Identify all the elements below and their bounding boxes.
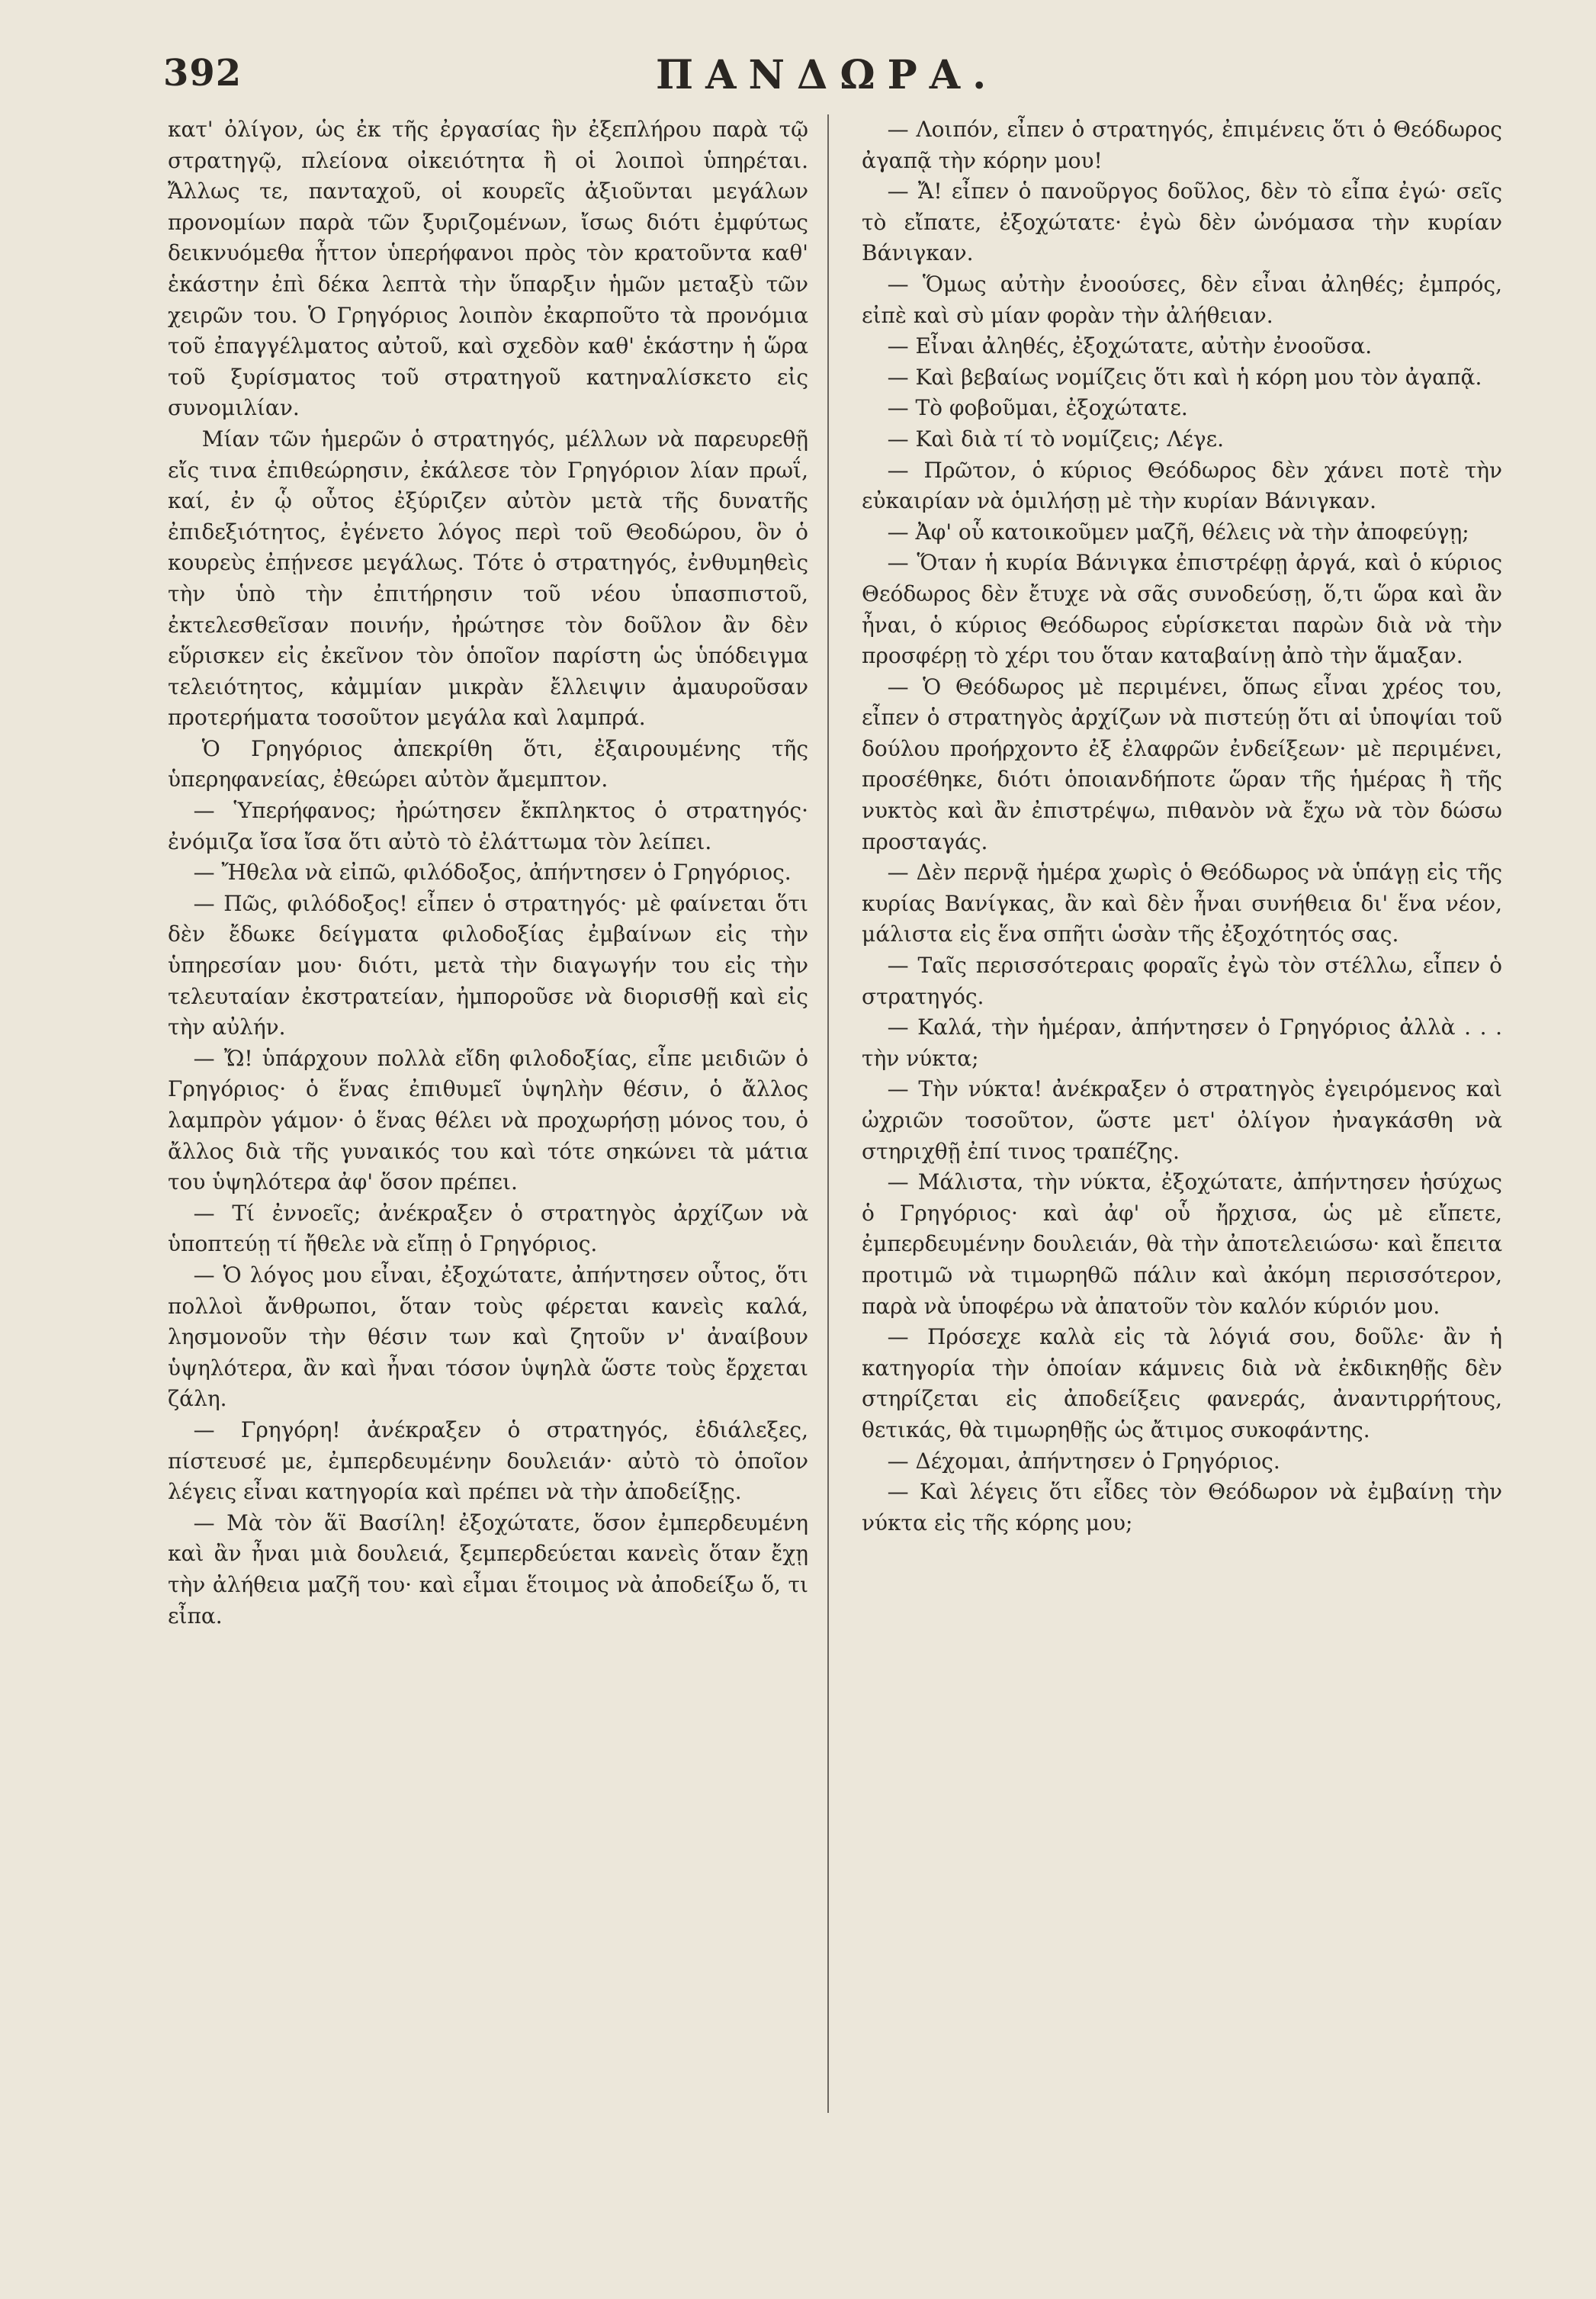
paragraph: — Πρῶτον, ὁ κύριος Θεόδωρος δὲν χάνει ποτὲ τὴν εὐκαιρίαν νὰ ὁμιλήσῃ μὲ τὴν κυρίαν Βάνιγκαν. [862,457,1502,514]
left-column [168,114,808,1632]
paragraph: — Ἄ! εἶπεν ὁ πανοῦργος δοῦλος, δὲν τὸ εἶπα ἐγώ· σεῖς τὸ εἴπατε, ἐξοχώτατε· ἐγὼ δὲν ὠνόμασα τὴν κυρίαν Βάνιγκαν. [862,178,1502,266]
paragraph: — Ἀφ' οὗ κατοικοῦμεν μαζῆ, θέλεις νὰ τὴν ἀποφεύγῃ; [887,519,1469,545]
paragraph: — Ὤ! ὑπάρχουν πολλὰ εἴδη φιλοδοξίας, εἶπε μειδιῶν ὁ Γρηγόριος· ὁ ἕνας ἐπιθυμεῖ ὑψηλὴν θέσιν, ὁ ἄλλος λαμπρὸν γάμον· ὁ ἕνας θέλει νὰ προχωρήσῃ μόνος του, ὁ ἄλλος διὰ τῆς γυναικός του καὶ τότε σηκώνει τὰ μάτια του ὑψηλότερα ἀφ' ὅσον πρέπει. [168,1045,808,1195]
paragraph: — Ὁ Θεόδωρος μὲ περιμένει, ὅπως εἶναι χρέος του, εἶπεν ὁ στρατηγὸς ἀρχίζων νὰ πιστεύῃ ὅτι αἱ ὑποψίαι τοῦ δούλου προήρχοντο ἐξ ἐλαφρῶν ἐνδείξεων· μὲ περιμένει, προσέθηκε, διότι ὁποιανδήποτε ὥραν τῆς ἡμέρας ἢ τῆς νυκτὸς καὶ ἂν ἐπιστρέψω, πιθανὸν νὰ ἔχω νὰ τὸν δώσω προσταγάς. [862,674,1502,854]
paragraph: — Γρηγόρη! ἀνέκραξεν ὁ στρατηγός, ἐδιάλεξες, πίστευσέ με, ἐμπερδευμένην δουλειάν· αὐτὸ τὸ ὁποῖον λέγεις εἶναι κατηγορία καὶ πρέπει νὰ τὴν ἀποδείξῃς. [168,1416,808,1505]
paragraph: — Ὅμως αὐτὴν ἐνοούσες, δὲν εἶναι ἀληθές; ἐμπρός, εἰπὲ καὶ σὺ μίαν φορὰν τὴν ἀλήθειαν. [862,271,1502,328]
paragraph: — Εἶναι ἀληθές, ἐξοχώτατε, αὐτὴν ἐνοοῦσα. [887,333,1373,359]
paragraph: — Πρόσεχε καλὰ εἰς τὰ λόγιά σου, δοῦλε· ἂν ἡ κατηγορία τὴν ὁποίαν κάμνεις διὰ νὰ ἐκδικηθῇς δὲν στηρίζεται εἰς ἀποδείξεις φανεράς, ἀναντιρρήτους, θετικάς, θὰ τιμωρηθῇς ὡς ἄτιμος συκοφάντης. [862,1324,1502,1442]
paragraph: — Ὁ λόγος μου εἶναι, ἐξοχώτατε, ἀπήντησεν οὗτος, ὅτι πολλοὶ ἄνθρωποι, ὅταν τοὺς φέρεται κανεὶς καλά, λησμονοῦν τὴν θέσιν των καὶ ζητοῦν ν' ἀναίβουν ὑψηλότερα, ἂν καὶ ἦναι τόσον ὑψηλὰ ὥστε τοὺς ἔρχεται ζάλη. [168,1262,808,1412]
paragraph: — Ὑπερήφανος; ἠρώτησεν ἔκπληκτος ὁ στρατηγός· ἐνόμιζα ἴσα ἴσα ὅτι αὐτὸ τὸ ἐλάττωμα τὸν λείπει. [168,798,808,854]
paragraph: — Ἤθελα νὰ εἰπῶ, φιλόδοξος, ἀπήντησεν ὁ Γρηγόριος. [193,860,792,886]
paragraph: — Καλά, τὴν ἡμέραν, ἀπήντησεν ὁ Γρηγόριος ἀλλὰ . . . τὴν νύκτα; [862,1014,1502,1071]
column-rule [827,114,829,2113]
paragraph: Μίαν τῶν ἡμερῶν ὁ στρατηγός, μέλλων νὰ παρευρεθῇ εἴς τινα ἐπιθεώρησιν, ἐκάλεσε τὸν Γρηγόριον λίαν πρωΐ, καί, ἐν ᾧ οὗτος ἐξύριζεν αὐτὸν μετὰ τῆς δυνατῆς ἐπιδεξιότητος, ἐγένετο λόγος περὶ τοῦ Θεοδώρου, ὃν ὁ κουρεὺς ἐπῄνεσε μεγάλως. Τότε ὁ στρατηγός, ἐνθυμηθεὶς τὴν ὑπὸ τὴν ἐπιτήρησιν τοῦ νέου ὑπασπιστοῦ, ἐκτελεσθεῖσαν ποινήν, ἠρώτησε τὸν δοῦλον ἂν δὲν εὕρισκεν εἰς ἐκεῖνον τὸν ὁποῖον παρίστη ὡς ὑπόδειγμα τελειότητος, κἀμμίαν μικρὰν ἔλλειψιν ἀμαυροῦσαν προτερήματα τοσοῦτον μεγάλα καὶ λαμπρά. [168,426,808,731]
paragraph: Ὁ Γρηγόριος ἀπεκρίθη ὅτι, ἐξαιρουμένης τῆς ὑπερηφανείας, ἐθεώρει αὐτὸν ἄμεμπτον. [168,735,808,793]
paragraph: — Δέχομαι, ἀπήντησεν ὁ Γρηγόριος. [887,1448,1280,1474]
paragraph: κατ' ὀλίγον, ὡς ἐκ τῆς ἐργασίας ἣν ἐξεπλήρου παρὰ τῷ στρατηγῷ, πλείονα οἰκειότητα ἢ οἱ λοιποὶ ὑπηρέται. Ἄλλως τε, πανταχοῦ, οἱ κουρεῖς ἀξιοῦνται μεγάλων προνομίων παρὰ τῶν ξυριζομένων, ἴσως διότι ἐμφύτως δεικνυόμεθα ἧττον ὑπερήφανοι πρὸς τὸν κρατοῦντα καθ' ἑκάστην ἐπὶ δέκα λεπτὰ τὴν ὕπαρξιν ἡμῶν μεταξὺ τῶν χειρῶν του. Ὁ Γρηγόριος λοιπὸν ἐκαρποῦτο τὰ προνόμια τοῦ ἐπαγγέλματος αὐτοῦ, καὶ σχεδὸν καθ' ἑκάστην ἡ ὥρα τοῦ ξυρίσματος τοῦ στρατηγοῦ κατηναλίσκετο εἰς συνομιλίαν. [168,117,808,421]
paragraph: — Λοιπόν, εἶπεν ὁ στρατηγός, ἐπιμένεις ὅτι ὁ Θεόδωρος ἀγαπᾷ τὴν κόρην μου! [862,117,1502,173]
paragraph: — Τὴν νύκτα! ἀνέκραξεν ὁ στρατηγὸς ἐγειρόμενος καὶ ὠχριῶν τοσοῦτον, ὥστε μετ' ὀλίγον ἠναγκάσθη νὰ στηριχθῇ ἐπί τινος τραπέζης. [862,1076,1502,1164]
paragraph: — Μὰ τὸν ἅϊ Βασίλη! ἐξοχώτατε, ὅσον ἐμπερδευμένη καὶ ἂν ἦναι μιὰ δουλειά, ξεμπερδεύεται κανεὶς ὅταν ἔχῃ τὴν ἀλήθεια μαζῆ του· καὶ εἶμαι ἕτοιμος νὰ ἀποδείξω ὅ, τι εἶπα. [168,1510,808,1629]
paragraph: — Μάλιστα, τὴν νύκτα, ἐξοχώτατε, ἀπήντησεν ἡσύχως ὁ Γρηγόριος· καὶ ἀφ' οὗ ἤρχισα, ὡς μὲ εἴπετε, ἐμπερδευμένην δουλειάν, θὰ τὴν ἀποτελειώσω· καὶ ἔπειτα προτιμῶ νὰ τιμωρηθῶ πάλιν καὶ ἀκόμη περισσότερον, παρὰ νὰ ὑποφέρω νὰ ἀπατοῦν τὸν καλόν κύριόν μου. [862,1169,1502,1319]
paragraph: — Τὸ φοβοῦμαι, ἐξοχώτατε. [887,395,1188,421]
page-header [0,52,1596,113]
paragraph: — Δὲν περνᾷ ἡμέρα χωρὶς ὁ Θεόδωρος νὰ ὑπάγῃ εἰς τῆς κυρίας Βανίγκας, ἂν καὶ δὲν ἦναι συνήθεια δι' ἕνα νέον, μάλιστα εἰς ἕνα σπῆτι ὡσὰν τῆς ἐξοχότητός σας. [862,860,1502,947]
paragraph: — Καὶ λέγεις ὅτι εἶδες τὸν Θεόδωρον νὰ ἐμβαίνῃ τὴν νύκτα εἰς τῆς κόρης μου; [862,1479,1502,1535]
paragraph: — Καὶ διὰ τί τὸ νομίζεις; Λέγε. [887,426,1225,452]
right-column [862,114,1502,1539]
paragraph: — Τί ἐννοεῖς; ἀνέκραξεν ὁ στρατηγὸς ἀρχίζων νὰ ὑποπτεύῃ τί ἤθελε νὰ εἴπῃ ὁ Γρηγόριος. [168,1200,808,1257]
paragraph: — Πῶς, φιλόδοξος! εἶπεν ὁ στρατηγός· μὲ φαίνεται ὅτι δὲν ἔδωκε δείγματα φιλοδοξίας ἐμβαίνων εἰς τὴν ὑπηρεσίαν μου· διότι, μετὰ τὴν διαγωγήν του εἰς τὴν τελευταίαν ἐκστρατείαν, ἠμποροῦσε νὰ διορισθῇ καὶ εἰς τὴν αὐλήν. [168,890,808,1040]
paragraph: — Ὅταν ἡ κυρία Βάνιγκα ἐπιστρέφῃ ἀργά, καὶ ὁ κύριος Θεόδωρος δὲν ἔτυχε νὰ σᾶς συνοδεύσῃ, ὅ,τι ὥρα καὶ ἂν ἦναι, ὁ κύριος Θεόδωρος εὑρίσκεται παρὼν διὰ νὰ τὴν προσφέρῃ τὸ χέρι του ὅταν καταβαίνῃ ἀπὸ τὴν ἅμαξαν. [862,550,1502,669]
running-title: ΠΑΝΔΩΡΑ. [656,52,999,98]
paragraph: — Ταῖς περισσότεραις φοραῖς ἐγὼ τὸν στέλλω, εἶπεν ὁ στρατηγός. [862,953,1502,1009]
paragraph: — Καὶ βεβαίως νομίζεις ὅτι καὶ ἡ κόρη μου τὸν ἀγαπᾷ. [887,364,1482,390]
page-number: 392 [163,52,242,95]
